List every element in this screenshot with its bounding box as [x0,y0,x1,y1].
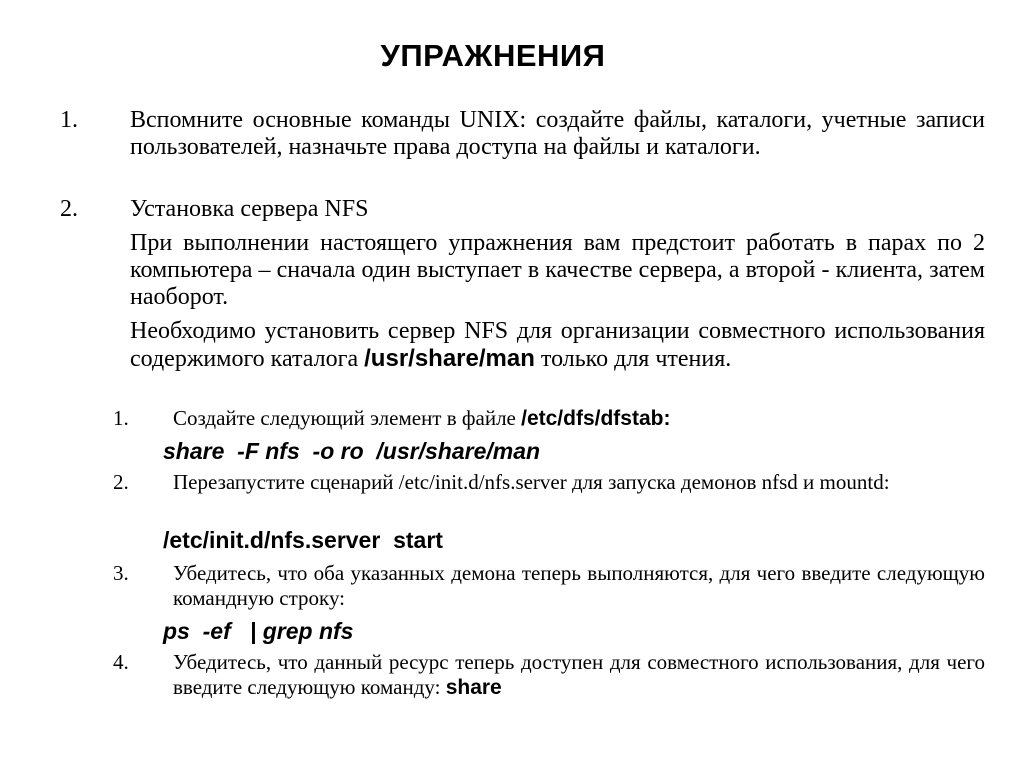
step-1-number: 1. [113,406,129,430]
step-2-command: /etc/init.d/nfs.server start [163,527,443,553]
paragraph-2-text-after: только для чтения. [534,346,732,372]
item-2-number: 2. [60,196,78,222]
paragraph-2-path: /usr/share/man [364,345,535,372]
step-1-command: share -F nfs -o ro /usr/share/man [163,438,541,464]
step-1-text [173,406,985,431]
step-2-number: 2. [113,470,129,494]
step-4-command-name: share [445,676,502,699]
step-3-command: ps -ef | grep nfs [163,618,354,644]
step-3-text: Убедитесь, что оба указанных демона теперь выполняются, для чего введите следующую командную строку: [173,561,985,610]
step-1-file-path: /etc/dfs/dfstab: [521,407,671,430]
step-4-text [173,650,985,700]
slide-title: УПРАЖНЕНИЯ [380,38,606,73]
item-2-text: Установка сервера NFS [130,196,369,222]
step-1-text-before: Создайте следующий элемент в файле [173,406,522,430]
paragraph-2-text-before: Необходимо установить сервер NFS для организации совместного использования содержимого каталога [130,318,985,372]
step-3-number: 3. [113,561,129,585]
step-2-text: Перезапустите сценарий /etc/init.d/nfs.server для запуска демонов nfsd и mountd: [173,470,890,494]
item-2-paragraph-1: При выполнении настоящего упражнения вам предстоит работать в парах по 2 компьютера – сначала один выступает в качестве сервера, а второй - клиента, затем наоборот. [130,230,985,310]
item-2-paragraph-2 [130,318,985,373]
step-4-text-before: Убедитесь, что данный ресурс теперь доступен для совместного использования, для чего введите следующую команду: [173,650,985,699]
item-1-text: Вспомните основные команды UNIX: создайте файлы, каталоги, учетные записи пользователей, назначьте права доступа на файлы и каталоги. [130,107,985,160]
item-1-number: 1. [60,107,78,133]
step-4-number: 4. [113,650,129,674]
